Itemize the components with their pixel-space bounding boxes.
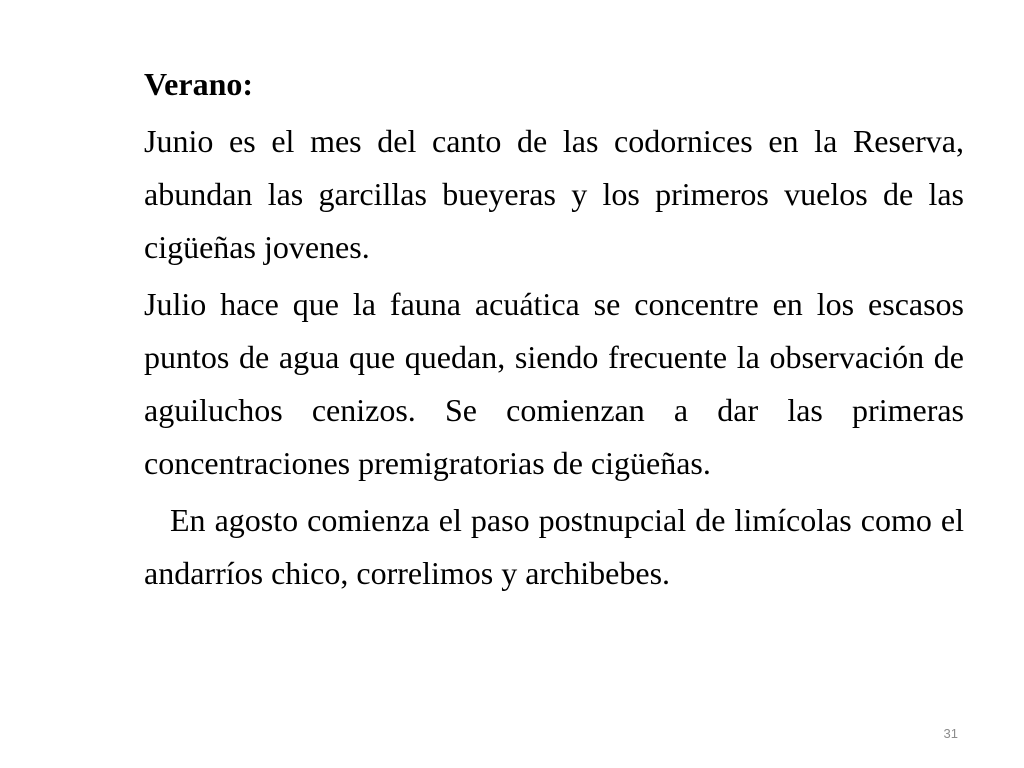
paragraph-june: Junio es el mes del canto de las codornices en la Reserva, abundan las garcillas bueyeras y los primeros vuelos de las cigüeñas jovenes. <box>144 123 964 265</box>
slide-number: 31 <box>943 726 958 741</box>
slide-content <box>144 58 964 604</box>
paragraph-july: Julio hace que la fauna acuática se concentre en los escasos puntos de agua que quedan, siendo frecuente la observación de aguiluchos cenizos. Se comienzan a dar las primeras concentraciones premigratorias de cigüeñas. <box>144 286 964 481</box>
paragraph-august: En agosto comienza el paso postnupcial de limícolas como el andarríos chico, correlimos y archibebes. <box>144 502 964 591</box>
slide-heading: Verano: <box>144 66 254 102</box>
